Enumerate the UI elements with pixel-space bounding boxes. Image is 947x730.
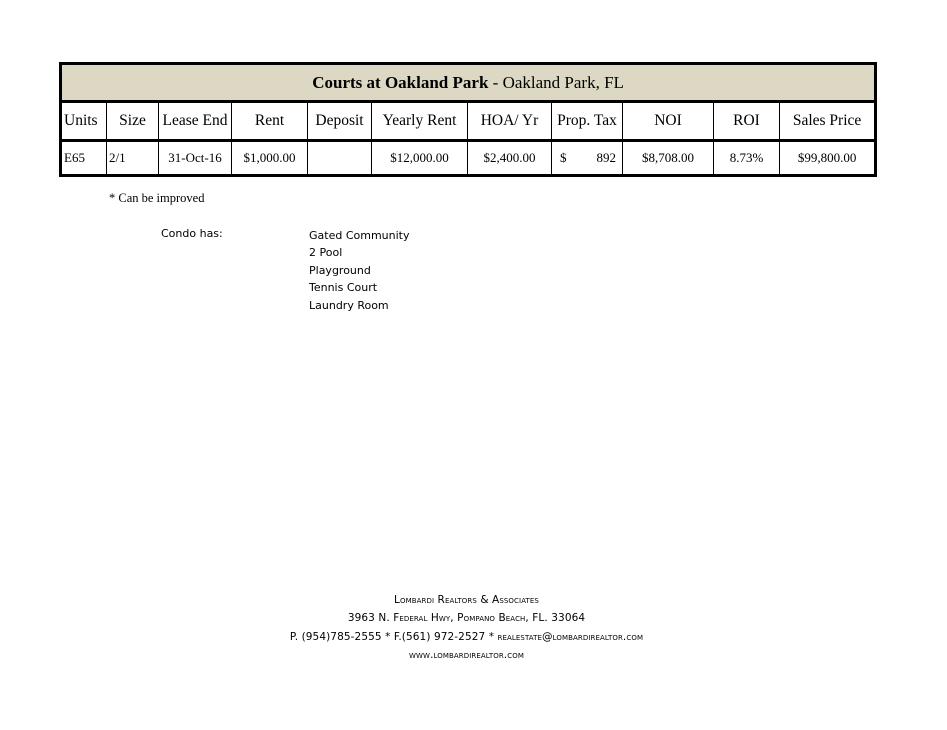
table-title-row <box>61 64 876 102</box>
header-hoa-yr: HOA/ Yr <box>468 102 552 141</box>
header-noi: NOI <box>623 102 714 141</box>
improvement-note: * Can be improved <box>109 191 205 205</box>
cell-yearly-rent: $12,000.00 <box>372 141 468 176</box>
cell-sales-price: $99,800.00 <box>780 141 876 176</box>
list-item: Playground <box>309 263 371 277</box>
cell-deposit <box>308 141 372 176</box>
cell-prop-tax <box>552 141 623 176</box>
amenities-list <box>309 227 410 314</box>
table-title <box>61 64 876 102</box>
prop-tax-symbol: $ <box>560 150 567 165</box>
list-item: Tennis Court <box>309 281 378 295</box>
property-location: - Oakland Park, FL <box>488 72 624 92</box>
list-item: Gated Community <box>309 229 410 242</box>
footer-address: 3963 N. Federal Hwy, Pompano Beach, FL. 33064 <box>347 612 586 625</box>
header-deposit: Deposit <box>308 102 372 141</box>
cell-hoa-yr: $2,400.00 <box>468 141 552 176</box>
header-sales-price: Sales Price <box>780 102 876 141</box>
cell-unit: E65 <box>61 141 107 176</box>
header-yearly-rent: Yearly Rent <box>372 102 468 141</box>
table-row <box>61 141 876 176</box>
property-name: Courts at Oakland Park <box>312 72 489 92</box>
footer-company: Lombardi Realtors & Associates <box>394 594 539 606</box>
header-prop-tax: Prop. Tax <box>552 102 623 141</box>
list-item: Laundry Room <box>309 298 389 312</box>
footer-website: www.lombardirealtor.com <box>409 649 524 662</box>
header-units: Units <box>61 102 107 141</box>
table-header-row <box>61 102 876 141</box>
header-lease-end: Lease End <box>159 102 232 141</box>
footer-contact: P. (954)785-2555 * F.(561) 972-2527 * realestate@lombardirealtor.com <box>289 630 644 643</box>
header-rent: Rent <box>232 102 308 141</box>
prop-tax-amount: 892 <box>596 150 616 165</box>
cell-size: 2/1 <box>107 141 159 176</box>
cell-roi: 8.73% <box>714 141 780 176</box>
listing-table <box>59 62 877 177</box>
cell-rent: $1,000.00 <box>232 141 308 176</box>
list-item: 2 Pool <box>309 246 343 260</box>
cell-noi: $8,708.00 <box>623 141 714 176</box>
footer <box>0 591 933 665</box>
condo-label: Condo has: <box>161 227 223 240</box>
header-size: Size <box>107 102 159 141</box>
cell-lease-end: 31-Oct-16 <box>159 141 232 176</box>
header-roi: ROI <box>714 102 780 141</box>
